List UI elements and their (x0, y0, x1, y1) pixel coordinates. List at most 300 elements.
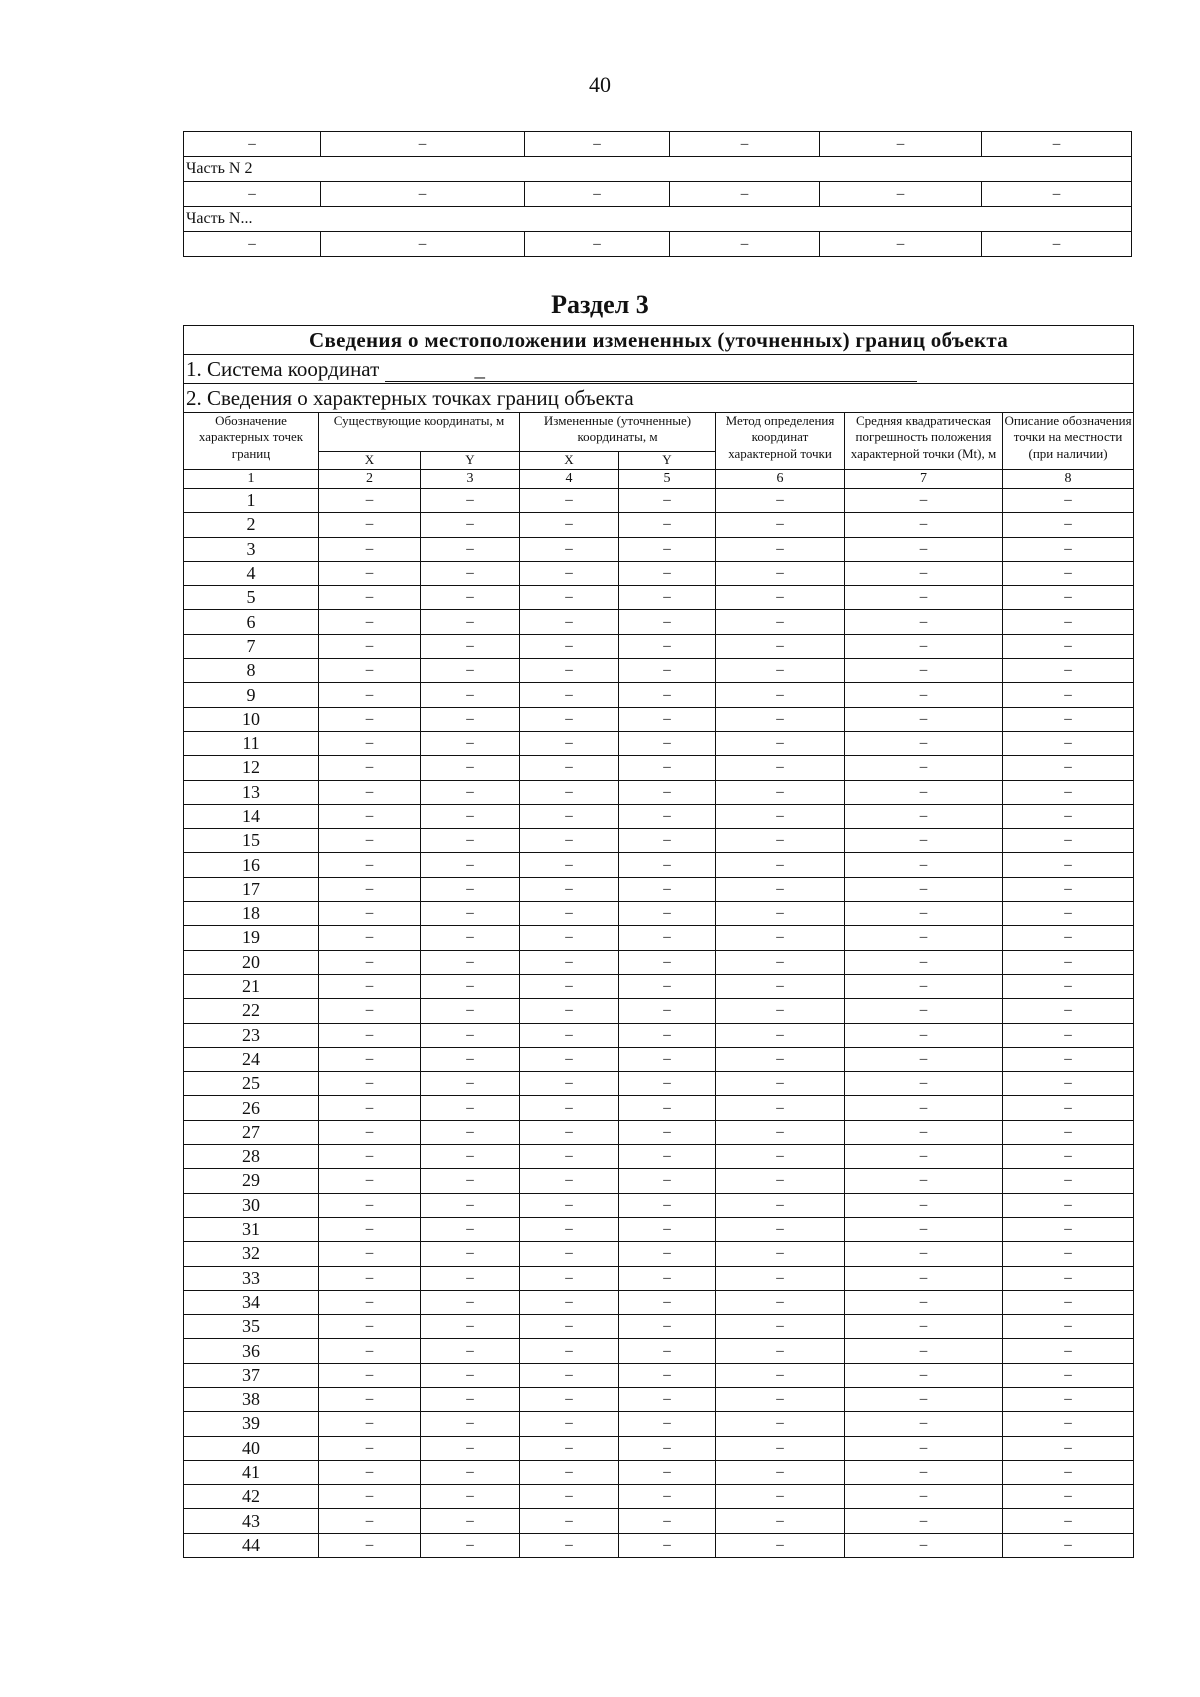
dash-cell: – (845, 707, 1003, 731)
dash-cell: – (520, 1290, 619, 1314)
dash-cell: – (1003, 610, 1134, 634)
part-label: Часть N 2 (184, 157, 1132, 182)
point-row (184, 804, 1134, 828)
dash-cell: – (716, 926, 845, 950)
dash-cell: – (520, 731, 619, 755)
point-number: 6 (184, 610, 319, 634)
dash-cell: – (619, 950, 716, 974)
dash-cell: – (845, 561, 1003, 585)
dash-cell: – (845, 1533, 1003, 1557)
dash-cell: – (670, 132, 820, 157)
dash-cell: – (421, 1460, 520, 1484)
changed-coordinates-header: Измененные (уточненные) координаты, м (520, 413, 716, 452)
dash-cell: – (845, 489, 1003, 513)
dash-cell: – (716, 780, 845, 804)
dash-cell: – (421, 1242, 520, 1266)
dash-cell: – (184, 132, 321, 157)
dash-cell: – (619, 561, 716, 585)
point-number: 44 (184, 1533, 319, 1557)
point-number: 29 (184, 1169, 319, 1193)
dash-cell: – (319, 1485, 421, 1509)
dash-cell: – (421, 999, 520, 1023)
dash-cell: – (716, 683, 845, 707)
dash-cell: – (319, 999, 421, 1023)
point-row (184, 1145, 1134, 1169)
dash-cell: – (421, 950, 520, 974)
dash-cell: – (520, 1387, 619, 1411)
point-number: 34 (184, 1290, 319, 1314)
dash-cell: – (319, 659, 421, 683)
point-row (184, 610, 1134, 634)
dash-cell: – (716, 853, 845, 877)
point-row (184, 1047, 1134, 1071)
dash-cell: – (619, 1485, 716, 1509)
dash-cell: – (619, 1290, 716, 1314)
dash-cell: – (845, 610, 1003, 634)
dash-cell: – (421, 1023, 520, 1047)
dash-cell: – (1003, 1387, 1134, 1411)
dash-cell: – (1003, 1023, 1134, 1047)
dash-cell: – (319, 1533, 421, 1557)
dash-cell: – (619, 1363, 716, 1387)
dash-cell: – (716, 489, 845, 513)
dash-cell: – (520, 974, 619, 998)
dash-cell: – (716, 804, 845, 828)
dash-cell: – (421, 537, 520, 561)
dash-cell: – (845, 1096, 1003, 1120)
dash-cell: – (845, 829, 1003, 853)
point-number: 2 (184, 513, 319, 537)
point-row (184, 1169, 1134, 1193)
dash-cell: – (820, 182, 982, 207)
point-number: 20 (184, 950, 319, 974)
dash-cell: – (319, 1509, 421, 1533)
dash-cell: – (619, 877, 716, 901)
dash-cell: – (845, 1072, 1003, 1096)
dash-cell: – (716, 1120, 845, 1144)
dash-cell: – (619, 1266, 716, 1290)
point-row (184, 950, 1134, 974)
dash-cell: – (520, 1509, 619, 1533)
dash-cell: – (520, 1217, 619, 1241)
point-row (184, 1096, 1134, 1120)
dash-cell: – (845, 537, 1003, 561)
dash-cell: – (716, 1387, 845, 1411)
dash-cell: – (421, 1412, 520, 1436)
dash-cell: – (619, 1145, 716, 1169)
dash-cell: – (1003, 1460, 1134, 1484)
coordinate-system-value: – (385, 364, 917, 382)
dash-cell: – (520, 1412, 619, 1436)
dash-cell: – (845, 950, 1003, 974)
changed-y-header: Y (619, 452, 716, 470)
dash-cell: – (421, 1290, 520, 1314)
point-row (184, 659, 1134, 683)
dash-cell: – (619, 731, 716, 755)
dash-cell: – (1003, 1266, 1134, 1290)
dash-cell: – (619, 1217, 716, 1241)
dash-cell: – (1003, 586, 1134, 610)
boundary-points-table (183, 325, 1134, 1558)
dash-cell: – (520, 489, 619, 513)
dash-cell: – (421, 1120, 520, 1144)
dash-cell: – (520, 780, 619, 804)
dash-cell: – (845, 1047, 1003, 1071)
dash-cell: – (421, 853, 520, 877)
dash-cell: – (319, 489, 421, 513)
dash-cell: – (520, 683, 619, 707)
dash-cell: – (321, 232, 525, 257)
dash-cell: – (845, 1387, 1003, 1411)
dash-cell: – (1003, 537, 1134, 561)
dash-cell: – (1003, 1145, 1134, 1169)
dash-cell: – (845, 1290, 1003, 1314)
point-number: 35 (184, 1315, 319, 1339)
dash-cell: – (319, 902, 421, 926)
dash-cell: – (184, 182, 321, 207)
dash-cell: – (520, 561, 619, 585)
dash-cell: – (421, 804, 520, 828)
dash-cell: – (716, 1169, 845, 1193)
dash-cell: – (520, 853, 619, 877)
dash-cell: – (1003, 731, 1134, 755)
point-row (184, 1533, 1134, 1557)
dash-cell: – (845, 853, 1003, 877)
dash-cell: – (845, 1509, 1003, 1533)
dash-cell: – (421, 1217, 520, 1241)
dash-cell: – (520, 707, 619, 731)
dash-cell: – (619, 1460, 716, 1484)
dash-cell: – (421, 1339, 520, 1363)
dash-cell: – (845, 1339, 1003, 1363)
dash-cell: – (520, 634, 619, 658)
column-number: 5 (619, 470, 716, 489)
point-row (184, 586, 1134, 610)
dash-cell: – (319, 1363, 421, 1387)
dash-cell: – (619, 586, 716, 610)
dash-cell: – (619, 926, 716, 950)
point-number: 23 (184, 1023, 319, 1047)
dash-cell: – (1003, 853, 1134, 877)
table-header: Сведения о местоположении измененных (уточненных) границ объекта (184, 326, 1134, 355)
dash-cell: – (619, 999, 716, 1023)
existing-y-header: Y (421, 452, 520, 470)
dash-cell: – (520, 1072, 619, 1096)
point-number: 37 (184, 1363, 319, 1387)
dash-cell: – (520, 829, 619, 853)
dash-cell: – (716, 1145, 845, 1169)
dash-cell: – (845, 974, 1003, 998)
dash-cell: – (619, 780, 716, 804)
dash-cell: – (321, 182, 525, 207)
point-row (184, 1217, 1134, 1241)
dash-cell: – (619, 1412, 716, 1436)
coordinate-system-line (184, 355, 1134, 388)
dash-cell: – (845, 804, 1003, 828)
dash-cell: – (421, 683, 520, 707)
dash-cell: – (845, 586, 1003, 610)
point-number: 25 (184, 1072, 319, 1096)
dash-cell: – (845, 1460, 1003, 1484)
point-number: 11 (184, 731, 319, 755)
dash-cell: – (716, 537, 845, 561)
dash-cell: – (619, 756, 716, 780)
dash-cell: – (1003, 950, 1134, 974)
dash-cell: – (520, 804, 619, 828)
dash-row (184, 232, 1132, 257)
dash-cell: – (421, 634, 520, 658)
point-number: 43 (184, 1509, 319, 1533)
column-number: 6 (716, 470, 845, 489)
dash-cell: – (845, 634, 1003, 658)
dash-cell: – (520, 1436, 619, 1460)
point-number: 22 (184, 999, 319, 1023)
point-row (184, 1412, 1134, 1436)
dash-cell: – (520, 926, 619, 950)
dash-cell: – (716, 1023, 845, 1047)
point-number: 32 (184, 1242, 319, 1266)
dash-cell: – (619, 853, 716, 877)
dash-cell: – (319, 1436, 421, 1460)
dash-cell: – (421, 926, 520, 950)
point-row (184, 853, 1134, 877)
dash-cell: – (845, 1412, 1003, 1436)
dash-cell: – (1003, 1315, 1134, 1339)
dash-cell: – (421, 756, 520, 780)
dash-cell: – (520, 1485, 619, 1509)
dash-cell: – (520, 877, 619, 901)
dash-cell: – (845, 1217, 1003, 1241)
dash-cell: – (319, 877, 421, 901)
dash-cell: – (716, 829, 845, 853)
dash-cell: – (319, 707, 421, 731)
dash-cell: – (716, 999, 845, 1023)
dash-cell: – (421, 707, 520, 731)
dash-cell: – (319, 1242, 421, 1266)
point-row (184, 1387, 1134, 1411)
dash-cell: – (421, 829, 520, 853)
point-row (184, 829, 1134, 853)
dash-cell: – (619, 1120, 716, 1144)
point-number: 27 (184, 1120, 319, 1144)
dash-cell: – (421, 1047, 520, 1071)
point-number: 24 (184, 1047, 319, 1071)
dash-cell: – (1003, 683, 1134, 707)
existing-coordinates-header: Существующие координаты, м (319, 413, 520, 452)
dash-cell: – (319, 853, 421, 877)
dash-cell: – (421, 1363, 520, 1387)
dash-cell: – (1003, 1533, 1134, 1557)
point-row (184, 1242, 1134, 1266)
dash-cell: – (1003, 1412, 1134, 1436)
point-number: 15 (184, 829, 319, 853)
point-row (184, 1436, 1134, 1460)
dash-cell: – (619, 610, 716, 634)
dash-cell: – (520, 586, 619, 610)
part-label-row (184, 157, 1132, 182)
dash-cell: – (619, 1387, 716, 1411)
dash-cell: – (716, 902, 845, 926)
dash-row (184, 132, 1132, 157)
dash-cell: – (845, 756, 1003, 780)
dash-cell: – (520, 537, 619, 561)
dash-cell: – (845, 1145, 1003, 1169)
error-header: Средняя квадратическая погрешность положения характерной точки (Mt), м (845, 413, 1003, 470)
point-number: 13 (184, 780, 319, 804)
dash-cell: – (845, 659, 1003, 683)
point-number: 28 (184, 1145, 319, 1169)
dash-cell: – (421, 1072, 520, 1096)
point-row (184, 1266, 1134, 1290)
dash-cell: – (716, 1412, 845, 1436)
dash-cell: – (1003, 1436, 1134, 1460)
dash-row (184, 182, 1132, 207)
dash-cell: – (421, 1169, 520, 1193)
dash-cell: – (845, 926, 1003, 950)
dash-cell: – (1003, 1363, 1134, 1387)
dash-cell: – (1003, 1047, 1134, 1071)
dash-cell: – (845, 877, 1003, 901)
points-info-line: 2. Сведения о характерных точках границ объекта (184, 384, 1134, 413)
dash-cell: – (1003, 1169, 1134, 1193)
dash-cell: – (520, 1145, 619, 1169)
dash-cell: – (670, 232, 820, 257)
dash-cell: – (982, 182, 1132, 207)
dash-cell: – (520, 1460, 619, 1484)
dash-cell: – (1003, 974, 1134, 998)
dash-cell: – (716, 1047, 845, 1071)
dash-cell: – (716, 1266, 845, 1290)
dash-cell: – (319, 1023, 421, 1047)
dash-cell: – (619, 659, 716, 683)
dash-cell: – (319, 1460, 421, 1484)
existing-x-header: X (319, 452, 421, 470)
dash-cell: – (319, 1290, 421, 1314)
dash-cell: – (525, 232, 670, 257)
dash-cell: – (845, 1120, 1003, 1144)
designation-header: Обозначение характерных точек границ (184, 413, 319, 470)
point-row (184, 1315, 1134, 1339)
dash-cell: – (520, 999, 619, 1023)
dash-cell: – (319, 586, 421, 610)
dash-cell: – (319, 1193, 421, 1217)
dash-cell: – (716, 634, 845, 658)
dash-cell: – (1003, 1193, 1134, 1217)
dash-cell: – (845, 1023, 1003, 1047)
point-row (184, 1290, 1134, 1314)
dash-cell: – (619, 1509, 716, 1533)
description-header: Описание обозначения точки на местности (при наличии) (1003, 413, 1134, 470)
dash-cell: – (319, 829, 421, 853)
dash-cell: – (716, 1339, 845, 1363)
dash-cell: – (319, 804, 421, 828)
dash-cell: – (525, 182, 670, 207)
point-number: 26 (184, 1096, 319, 1120)
dash-cell: – (421, 513, 520, 537)
dash-cell: – (716, 974, 845, 998)
point-number: 4 (184, 561, 319, 585)
dash-cell: – (716, 1460, 845, 1484)
point-number: 39 (184, 1412, 319, 1436)
point-row (184, 561, 1134, 585)
point-row (184, 756, 1134, 780)
dash-cell: – (619, 1096, 716, 1120)
point-number: 7 (184, 634, 319, 658)
dash-cell: – (520, 1169, 619, 1193)
column-number: 4 (520, 470, 619, 489)
point-row (184, 683, 1134, 707)
dash-cell: – (716, 586, 845, 610)
dash-cell: – (619, 1023, 716, 1047)
dash-cell: – (319, 513, 421, 537)
dash-cell: – (716, 1290, 845, 1314)
column-number: 8 (1003, 470, 1134, 489)
point-row (184, 999, 1134, 1023)
dash-cell: – (421, 1193, 520, 1217)
dash-cell: – (845, 999, 1003, 1023)
point-number: 41 (184, 1460, 319, 1484)
dash-cell: – (421, 489, 520, 513)
point-row (184, 1339, 1134, 1363)
dash-cell: – (1003, 489, 1134, 513)
dash-cell: – (845, 902, 1003, 926)
dash-cell: – (619, 829, 716, 853)
dash-cell: – (1003, 902, 1134, 926)
dash-cell: – (619, 513, 716, 537)
dash-cell: – (716, 1533, 845, 1557)
dash-cell: – (319, 1145, 421, 1169)
dash-cell: – (421, 902, 520, 926)
dash-cell: – (820, 132, 982, 157)
point-row (184, 513, 1134, 537)
dash-cell: – (1003, 1339, 1134, 1363)
part-label: Часть N... (184, 207, 1132, 232)
dash-cell: – (319, 1412, 421, 1436)
dash-cell: – (319, 974, 421, 998)
dash-cell: – (319, 1096, 421, 1120)
dash-cell: – (1003, 1072, 1134, 1096)
dash-cell: – (845, 683, 1003, 707)
point-number: 8 (184, 659, 319, 683)
dash-cell: – (670, 182, 820, 207)
dash-cell: – (520, 610, 619, 634)
dash-cell: – (525, 132, 670, 157)
dash-cell: – (716, 659, 845, 683)
dash-cell: – (619, 707, 716, 731)
dash-cell: – (1003, 877, 1134, 901)
dash-cell: – (1003, 1242, 1134, 1266)
dash-cell: – (1003, 780, 1134, 804)
dash-cell: – (1003, 999, 1134, 1023)
point-number: 38 (184, 1387, 319, 1411)
point-row (184, 1120, 1134, 1144)
point-number: 14 (184, 804, 319, 828)
dash-cell: – (619, 1339, 716, 1363)
dash-cell: – (619, 489, 716, 513)
dash-cell: – (716, 1217, 845, 1241)
dash-cell: – (619, 683, 716, 707)
dash-cell: – (716, 756, 845, 780)
dash-cell: – (421, 1315, 520, 1339)
dash-cell: – (716, 1363, 845, 1387)
dash-cell: – (520, 1023, 619, 1047)
dash-cell: – (421, 731, 520, 755)
dash-cell: – (716, 707, 845, 731)
dash-cell: – (619, 1047, 716, 1071)
dash-cell: – (716, 1072, 845, 1096)
point-row (184, 707, 1134, 731)
dash-cell: – (421, 1096, 520, 1120)
